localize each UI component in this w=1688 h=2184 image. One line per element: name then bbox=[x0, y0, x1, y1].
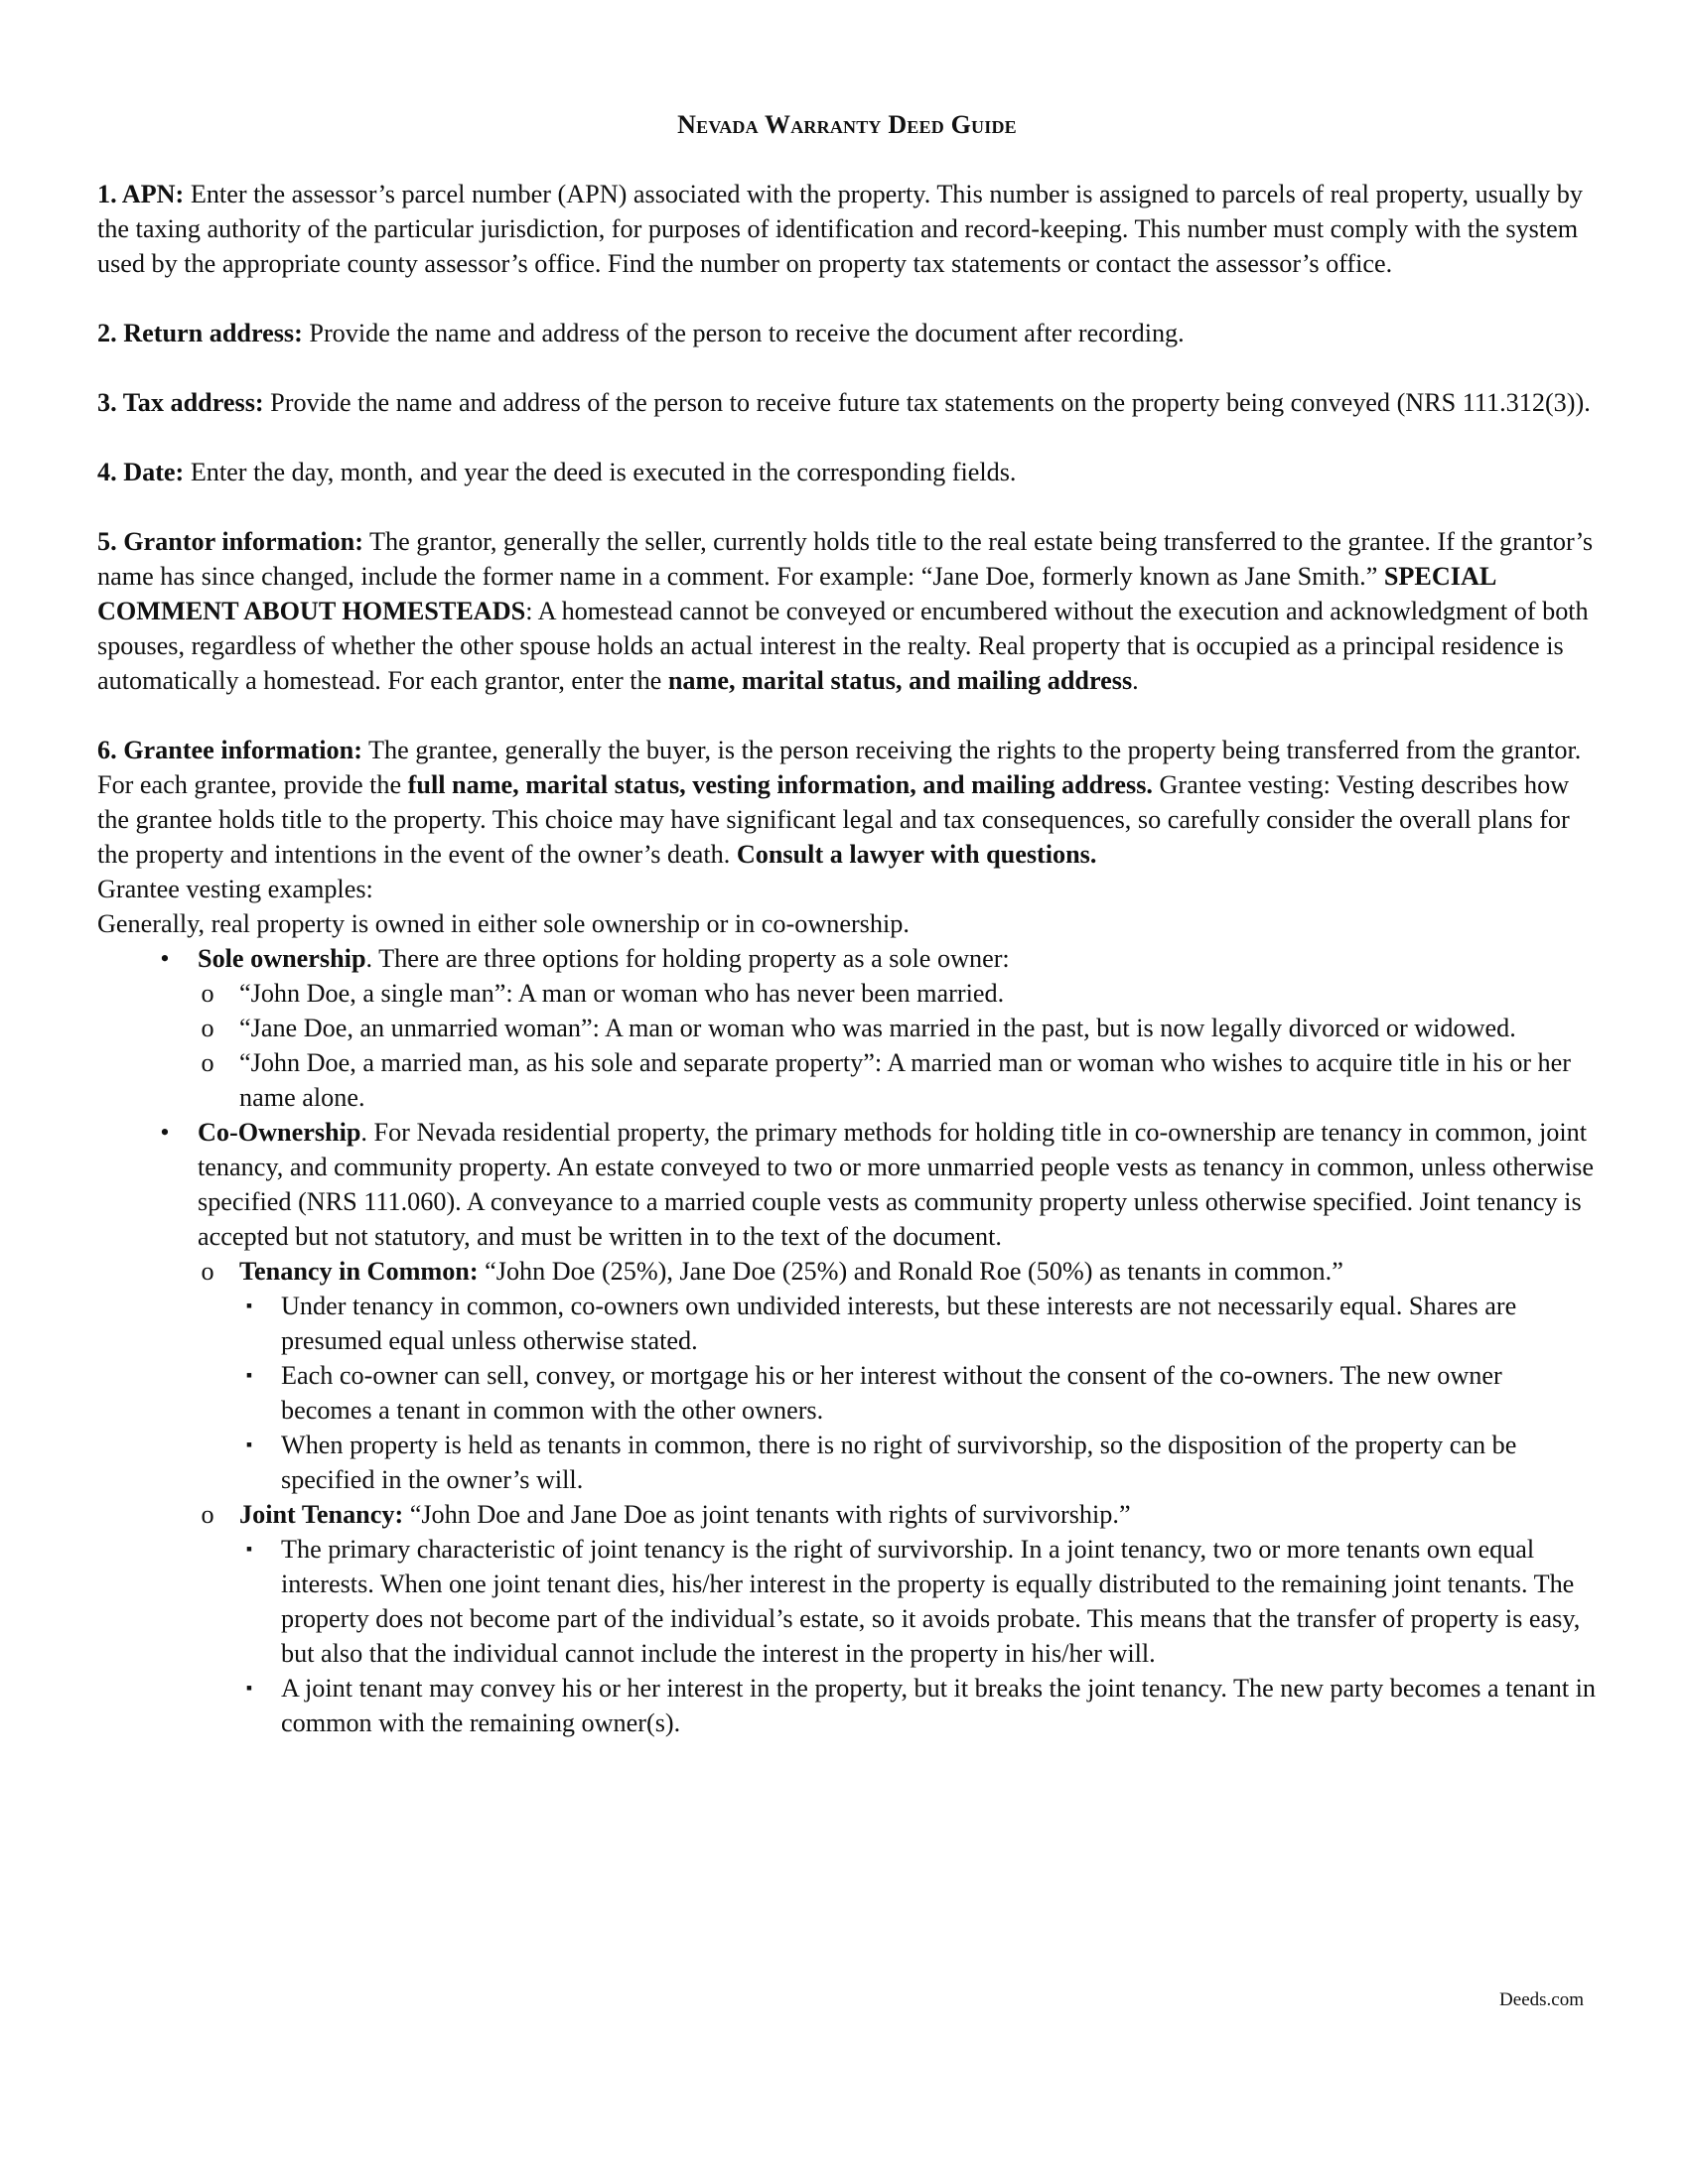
square-marker: ▪ bbox=[245, 1434, 253, 1454]
section-tax-address bbox=[97, 385, 1597, 420]
document-page bbox=[97, 107, 1597, 1740]
square-marker: ▪ bbox=[245, 1678, 253, 1698]
grantee-requirements: full name, marital status, vesting information, and mailing address. bbox=[407, 770, 1153, 799]
item-text: Each co-owner can sell, convey, or mortgage his or her interest without the consent of the co-owners. The new owner becomes a tenant in common with the other owners. bbox=[281, 1361, 1502, 1425]
document-title: Nevada Warranty Deed Guide bbox=[677, 110, 1017, 139]
lawyer-note: Consult a lawyer with questions. bbox=[736, 840, 1097, 869]
grantor-requirements: name, marital status, and mailing address bbox=[667, 666, 1133, 695]
joint-tenancy-details bbox=[239, 1532, 1597, 1740]
sole-ownership-options bbox=[198, 976, 1597, 1115]
list-item bbox=[239, 1289, 1597, 1358]
footer-source: Deeds.com bbox=[1499, 1989, 1584, 2010]
list-item bbox=[239, 1358, 1597, 1428]
circle-marker: o bbox=[201, 1500, 214, 1529]
list-item-tenancy-in-common bbox=[198, 1254, 1597, 1497]
co-ownership-options bbox=[198, 1254, 1597, 1740]
square-marker: ▪ bbox=[245, 1365, 253, 1385]
list-item-sole-ownership bbox=[97, 941, 1597, 1115]
list-item-joint-tenancy bbox=[198, 1497, 1597, 1740]
bullet-marker: • bbox=[160, 1118, 170, 1147]
section-label: 3. Tax address: bbox=[97, 388, 264, 417]
item-text: . For Nevada residential property, the primary methods for holding title in co-ownership are tenancy in common, joint tenancy, and community property. An estate conveyed to two or more unmarried people vests as tenancy in common, unless otherwise specified (NRS 111.060). A conveyance to a married couple vests as community property unless otherwise specified. Joint tenancy is accepted but not statutory, and must be written in to the text of the document. bbox=[198, 1118, 1594, 1251]
square-marker: ▪ bbox=[245, 1539, 253, 1559]
section-text: Grantee vesting: Vesting describes how the grantee holds title to the property. This choice may have significant legal and tax consequences, so carefully consider the overall plans for the property and intentions in the event of the owner’s death. bbox=[97, 770, 1570, 869]
item-text: A joint tenant may convey his or her interest in the property, but it breaks the joint tenancy. The new party becomes a tenant in common with the remaining owner(s). bbox=[281, 1674, 1597, 1737]
item-label: Sole ownership bbox=[198, 944, 366, 973]
section-grantee bbox=[97, 733, 1597, 872]
list-item bbox=[198, 1011, 1597, 1045]
circle-marker: o bbox=[201, 1048, 214, 1077]
section-text: The grantee, generally the buyer, is the person receiving the rights to the property being transferred from the grantor. For each grantee, provide the bbox=[97, 736, 1582, 799]
item-label: Joint Tenancy: bbox=[239, 1500, 404, 1529]
section-apn bbox=[97, 177, 1597, 281]
list-item bbox=[198, 1045, 1597, 1115]
item-text: “John Doe, a married man, as his sole and separate property”: A married man or woman who wishes to acquire title in his or her name alone. bbox=[239, 1048, 1571, 1112]
section-date bbox=[97, 455, 1597, 489]
section-label: 5. Grantor information: bbox=[97, 527, 363, 556]
item-label: Tenancy in Common: bbox=[239, 1257, 479, 1286]
circle-marker: o bbox=[201, 1014, 214, 1042]
vesting-examples-heading: Grantee vesting examples: bbox=[97, 875, 373, 903]
section-grantor bbox=[97, 524, 1597, 698]
section-label: 2. Return address: bbox=[97, 319, 303, 347]
item-text: The primary characteristic of joint tenancy is the right of survivorship. In a joint tenancy, two or more tenants own equal interests. When one joint tenant dies, his/her interest in the property is equally distributed to the remaining joint tenants. The property does not become part of the individual’s estate, so it avoids probate. This means that the transfer of property is easy, but also that the individual cannot include the interest in the property in his/her will. bbox=[281, 1535, 1581, 1668]
list-item-co-ownership bbox=[97, 1115, 1597, 1740]
section-label: 4. Date: bbox=[97, 458, 185, 486]
section-label: 6. Grantee information: bbox=[97, 736, 362, 764]
square-marker: ▪ bbox=[245, 1296, 253, 1315]
item-text: “John Doe and Jane Doe as joint tenants with rights of survivorship.” bbox=[403, 1500, 1131, 1529]
tenancy-in-common-details bbox=[239, 1289, 1597, 1497]
list-item bbox=[198, 976, 1597, 1011]
section-text: The grantor, generally the seller, currently holds title to the real estate being transferred to the grantee. If the grantor’s name has since changed, include the former name in a comment. For example: “Jane Doe, formerly known as Jane Smith.” bbox=[97, 527, 1594, 591]
homestead-heading: SPECIAL COMMENT ABOUT HOMESTEADS bbox=[97, 562, 1495, 625]
ownership-list bbox=[97, 941, 1597, 1740]
list-item bbox=[239, 1532, 1597, 1671]
item-text: Under tenancy in common, co-owners own undivided interests, but these interests are not necessarily equal. Shares are presumed equal unless otherwise stated. bbox=[281, 1292, 1517, 1355]
item-text: . There are three options for holding property as a sole owner: bbox=[365, 944, 1010, 973]
item-text: “John Doe, a single man”: A man or woman who has never been married. bbox=[239, 979, 1005, 1008]
section-text: Enter the day, month, and year the deed is executed in the corresponding fields. bbox=[184, 458, 1017, 486]
list-item bbox=[239, 1671, 1597, 1740]
section-text: Provide the name and address of the person to receive future tax statements on the property being conveyed (NRS 111.312(3)). bbox=[263, 388, 1591, 417]
section-text: Enter the assessor’s parcel number (APN) associated with the property. This number is assigned to parcels of real property, usually by the taxing authority of the particular jurisdiction, for purposes of identification and record-keeping. This number must comply with the system used by the appropriate county assessor’s office. Find the number on property tax statements or contact the assessor’s office. bbox=[97, 180, 1583, 278]
item-text: When property is held as tenants in common, there is no right of survivorship, so the disposition of the property can be specified in the owner’s will. bbox=[281, 1431, 1517, 1494]
list-item bbox=[239, 1428, 1597, 1497]
circle-marker: o bbox=[201, 1257, 214, 1286]
section-text: . bbox=[1132, 666, 1139, 695]
section-text: : A homestead cannot be conveyed or encumbered without the execution and acknowledgment of both spouses, regardless of whether the other spouse holds an actual interest in the realty. Real property that is occupied as a principal residence is automatically a homestead. For each grantor, enter the bbox=[97, 597, 1589, 695]
item-label: Co-Ownership bbox=[198, 1118, 361, 1147]
circle-marker: o bbox=[201, 979, 214, 1008]
bullet-marker: • bbox=[160, 944, 170, 973]
item-text: “Jane Doe, an unmarried woman”: A man or woman who was married in the past, but is now legally divorced or widowed. bbox=[239, 1014, 1516, 1042]
section-text: Provide the name and address of the person to receive the document after recording. bbox=[302, 319, 1185, 347]
section-label: 1. APN: bbox=[97, 180, 185, 208]
vesting-intro: Generally, real property is owned in either sole ownership or in co-ownership. bbox=[97, 909, 910, 938]
item-text: “John Doe (25%), Jane Doe (25%) and Ronald Roe (50%) as tenants in common.” bbox=[478, 1257, 1343, 1286]
section-return-address bbox=[97, 316, 1597, 350]
